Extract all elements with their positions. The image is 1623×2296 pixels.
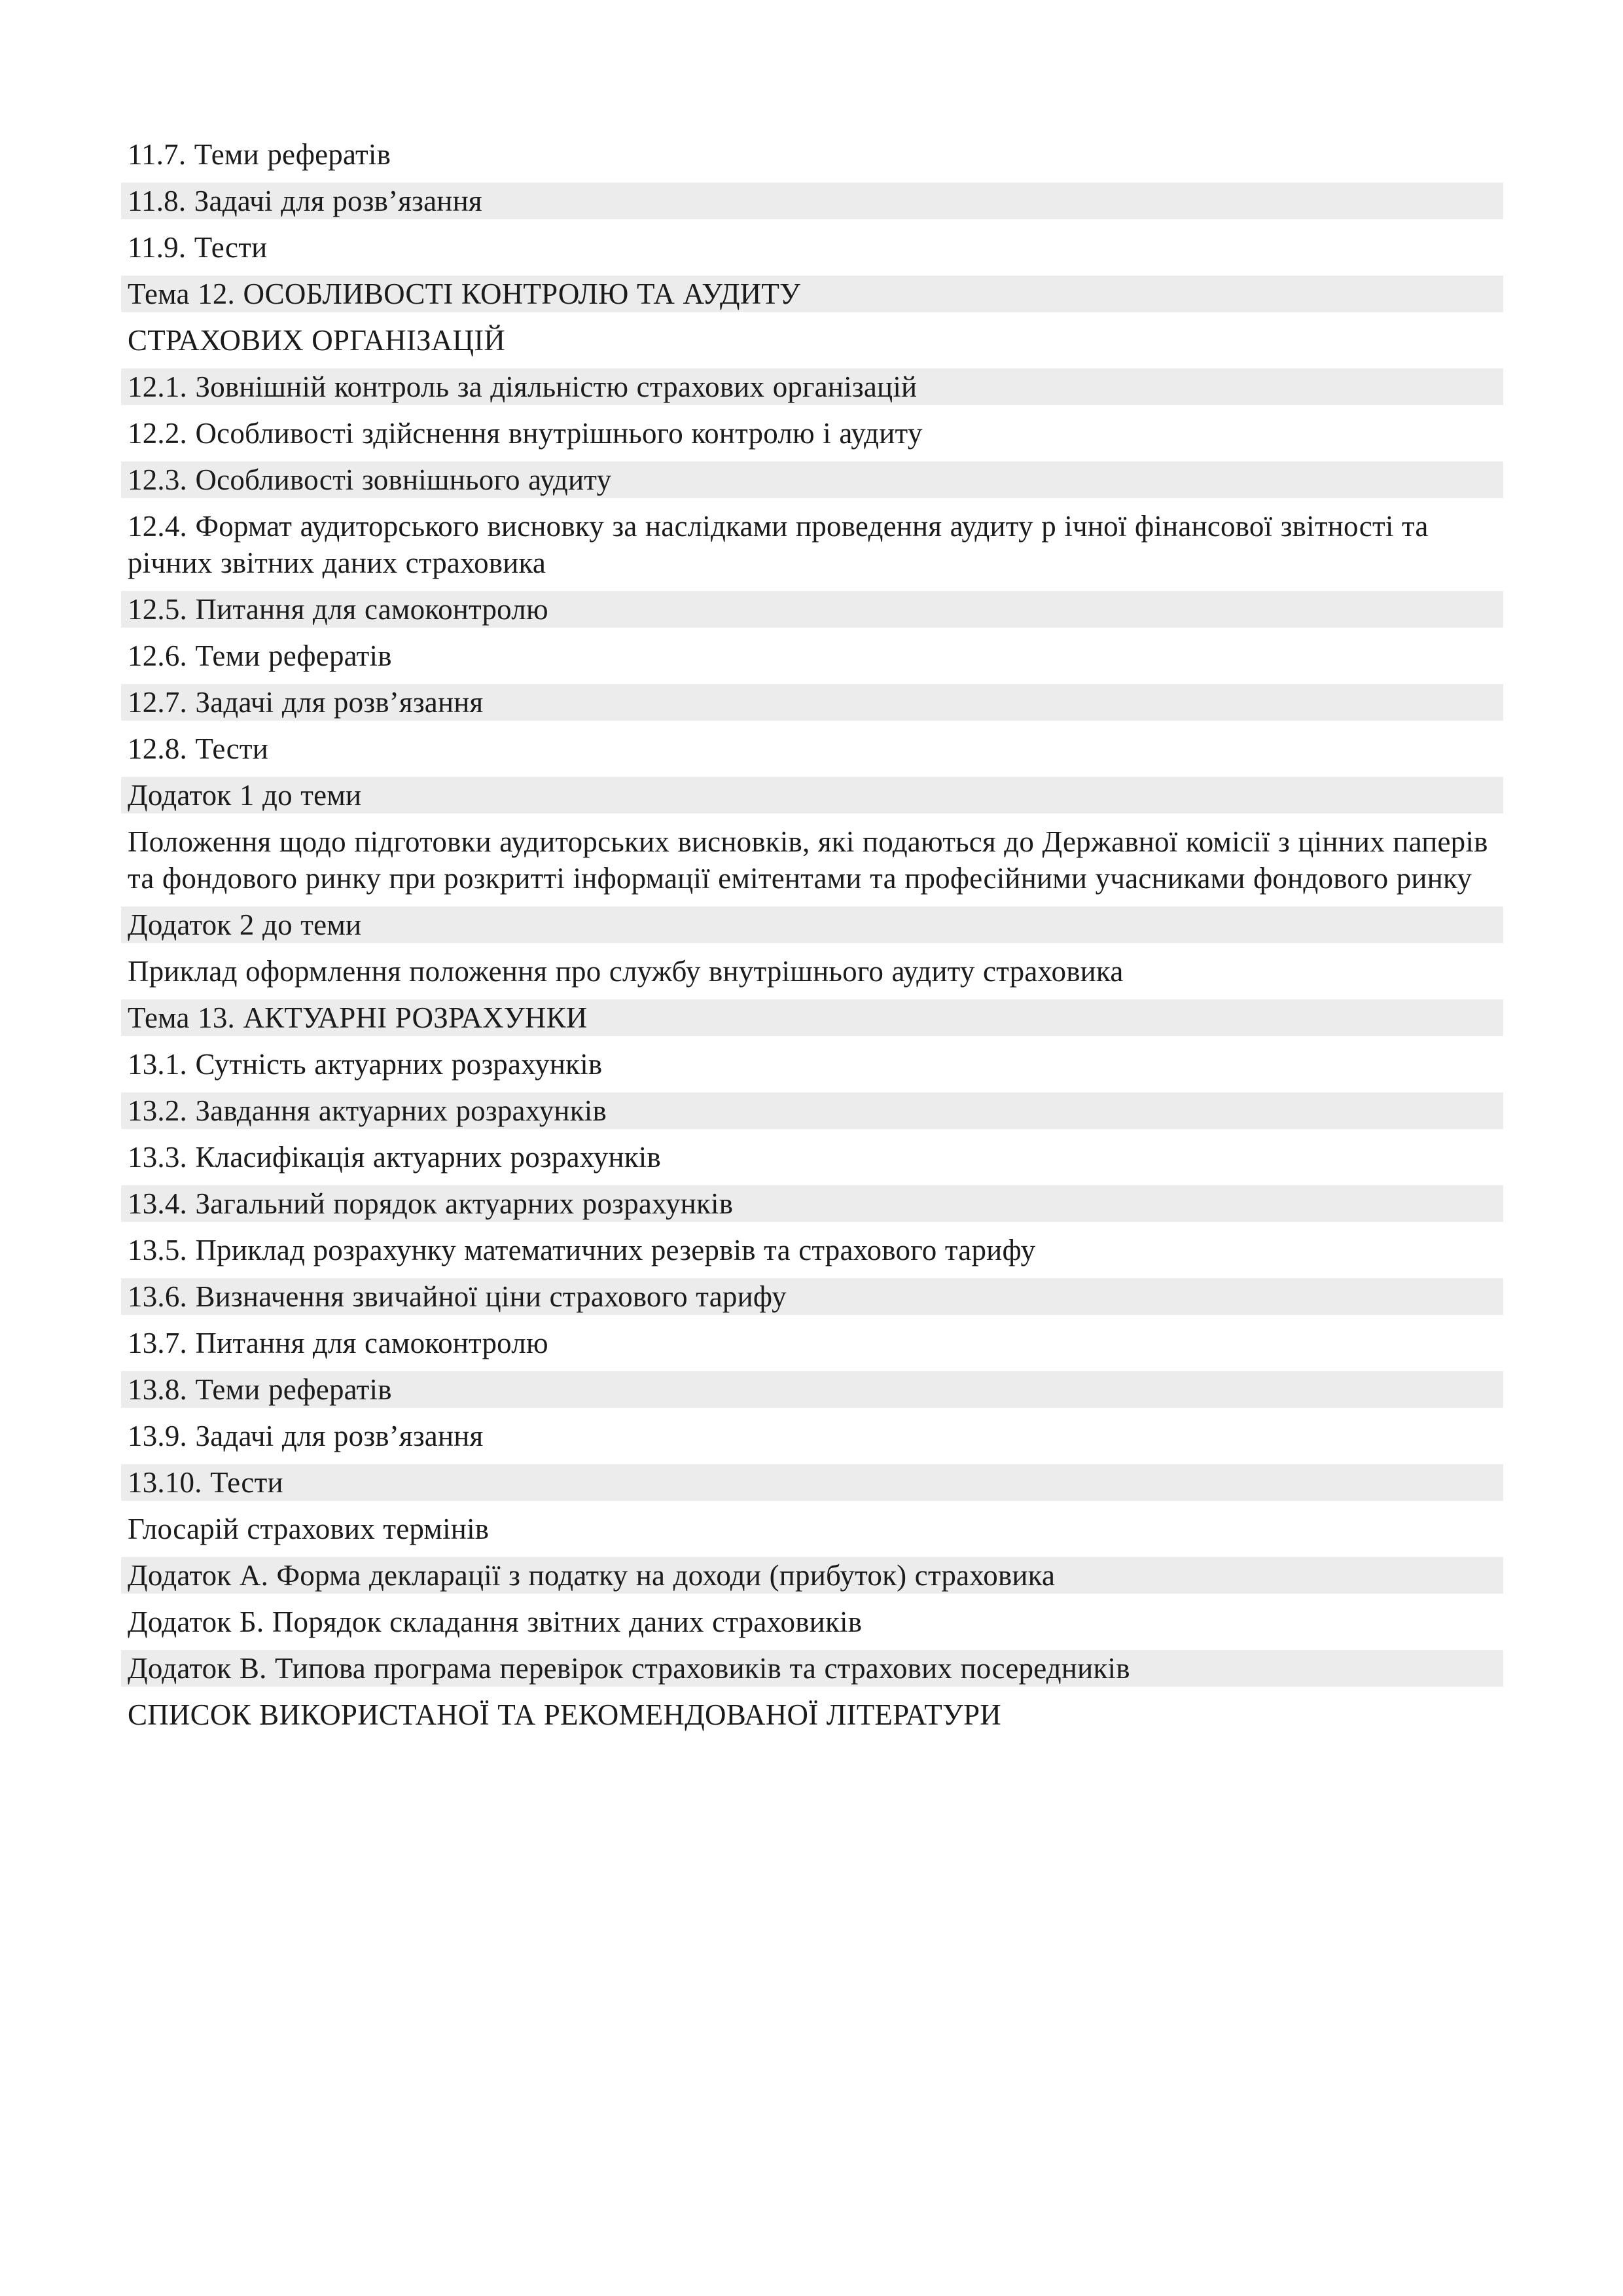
toc-item: 13.7. Питання для самоконтролю: [128, 1327, 548, 1359]
toc-item: 12.4. Формат аудиторського висновку за наслідками проведення аудиту р ічної фінансової звітності та річних звітних даних страховика: [128, 510, 1429, 579]
toc-item: 11.9. Тести: [128, 231, 268, 264]
toc-item: Тема 12. ОСОБЛИВОСТІ КОНТРОЛЮ ТА АУДИТУ: [121, 276, 1503, 312]
toc-item: 12.2. Особливості здійснення внутрішнього контролю і аудиту: [128, 417, 923, 450]
toc-item: 13.8. Теми рефератів: [121, 1371, 1503, 1408]
toc-item: Додаток 2 до теми: [121, 906, 1503, 943]
toc-item: СТРАХОВИХ ОРГАНІЗАЦІЙ: [128, 324, 506, 357]
toc-item: 12.5. Питання для самоконтролю: [121, 591, 1503, 628]
toc-item: Додаток Б. Порядок складання звітних даних страховиків: [128, 1605, 863, 1638]
toc-item: 13.10. Тести: [121, 1464, 1503, 1501]
toc-item: 12.3. Особливості зовнішнього аудиту: [121, 461, 1503, 498]
toc-item: 13.5. Приклад розрахунку математичних резервів та страхового тарифу: [128, 1234, 1036, 1266]
toc-item: 13.9. Задачі для розв’язання: [128, 1420, 484, 1452]
toc-item: Приклад оформлення положення про службу внутрішнього аудиту страховика: [128, 955, 1124, 988]
toc-item: 11.7. Теми рефератів: [128, 138, 391, 171]
toc-item: 11.8. Задачі для розв’язання: [121, 183, 1503, 219]
toc-item: Додаток А. Форма декларації з податку на доходи (прибуток) страховика: [121, 1557, 1503, 1594]
toc-item: 12.6. Теми рефератів: [128, 639, 392, 672]
toc-item: Положення щодо підготовки аудиторських висновків, які подаються до Державної комісії з цінних паперів та фондового ринку при розкритті інформації емітентами та професійними учасниками фондового ринку: [128, 825, 1488, 895]
toc-item: 13.4. Загальний порядок актуарних розрахунків: [121, 1185, 1503, 1222]
toc-item: Додаток 1 до теми: [121, 777, 1503, 814]
toc-item: 12.8. Тести: [128, 732, 269, 765]
toc-item: 12.7. Задачі для розв’язання: [121, 684, 1503, 721]
toc-item: 13.3. Класифікація актуарних розрахунків: [128, 1141, 661, 1174]
toc-item: 13.2. Завдання актуарних розрахунків: [121, 1092, 1503, 1129]
toc-item: Глосарій страхових термінів: [128, 1513, 490, 1545]
toc-item: 13.6. Визначення звичайної ціни страхового тарифу: [121, 1278, 1503, 1315]
toc-item: 13.1. Сутність актуарних розрахунків: [128, 1048, 603, 1081]
toc-item: 12.1. Зовнішній контроль за діяльністю страхових організацій: [121, 368, 1503, 405]
toc-item: СПИСОК ВИКОРИСТАНОЇ ТА РЕКОМЕНДОВАНОЇ ЛІТЕРАТУРИ: [128, 1698, 1001, 1731]
toc-item: Додаток В. Типова програма перевірок страховиків та страхових посередників: [121, 1650, 1503, 1687]
table-of-contents: [121, 126, 1503, 1743]
toc-item: Тема 13. АКТУАРНІ РОЗРАХУНКИ: [121, 999, 1503, 1036]
